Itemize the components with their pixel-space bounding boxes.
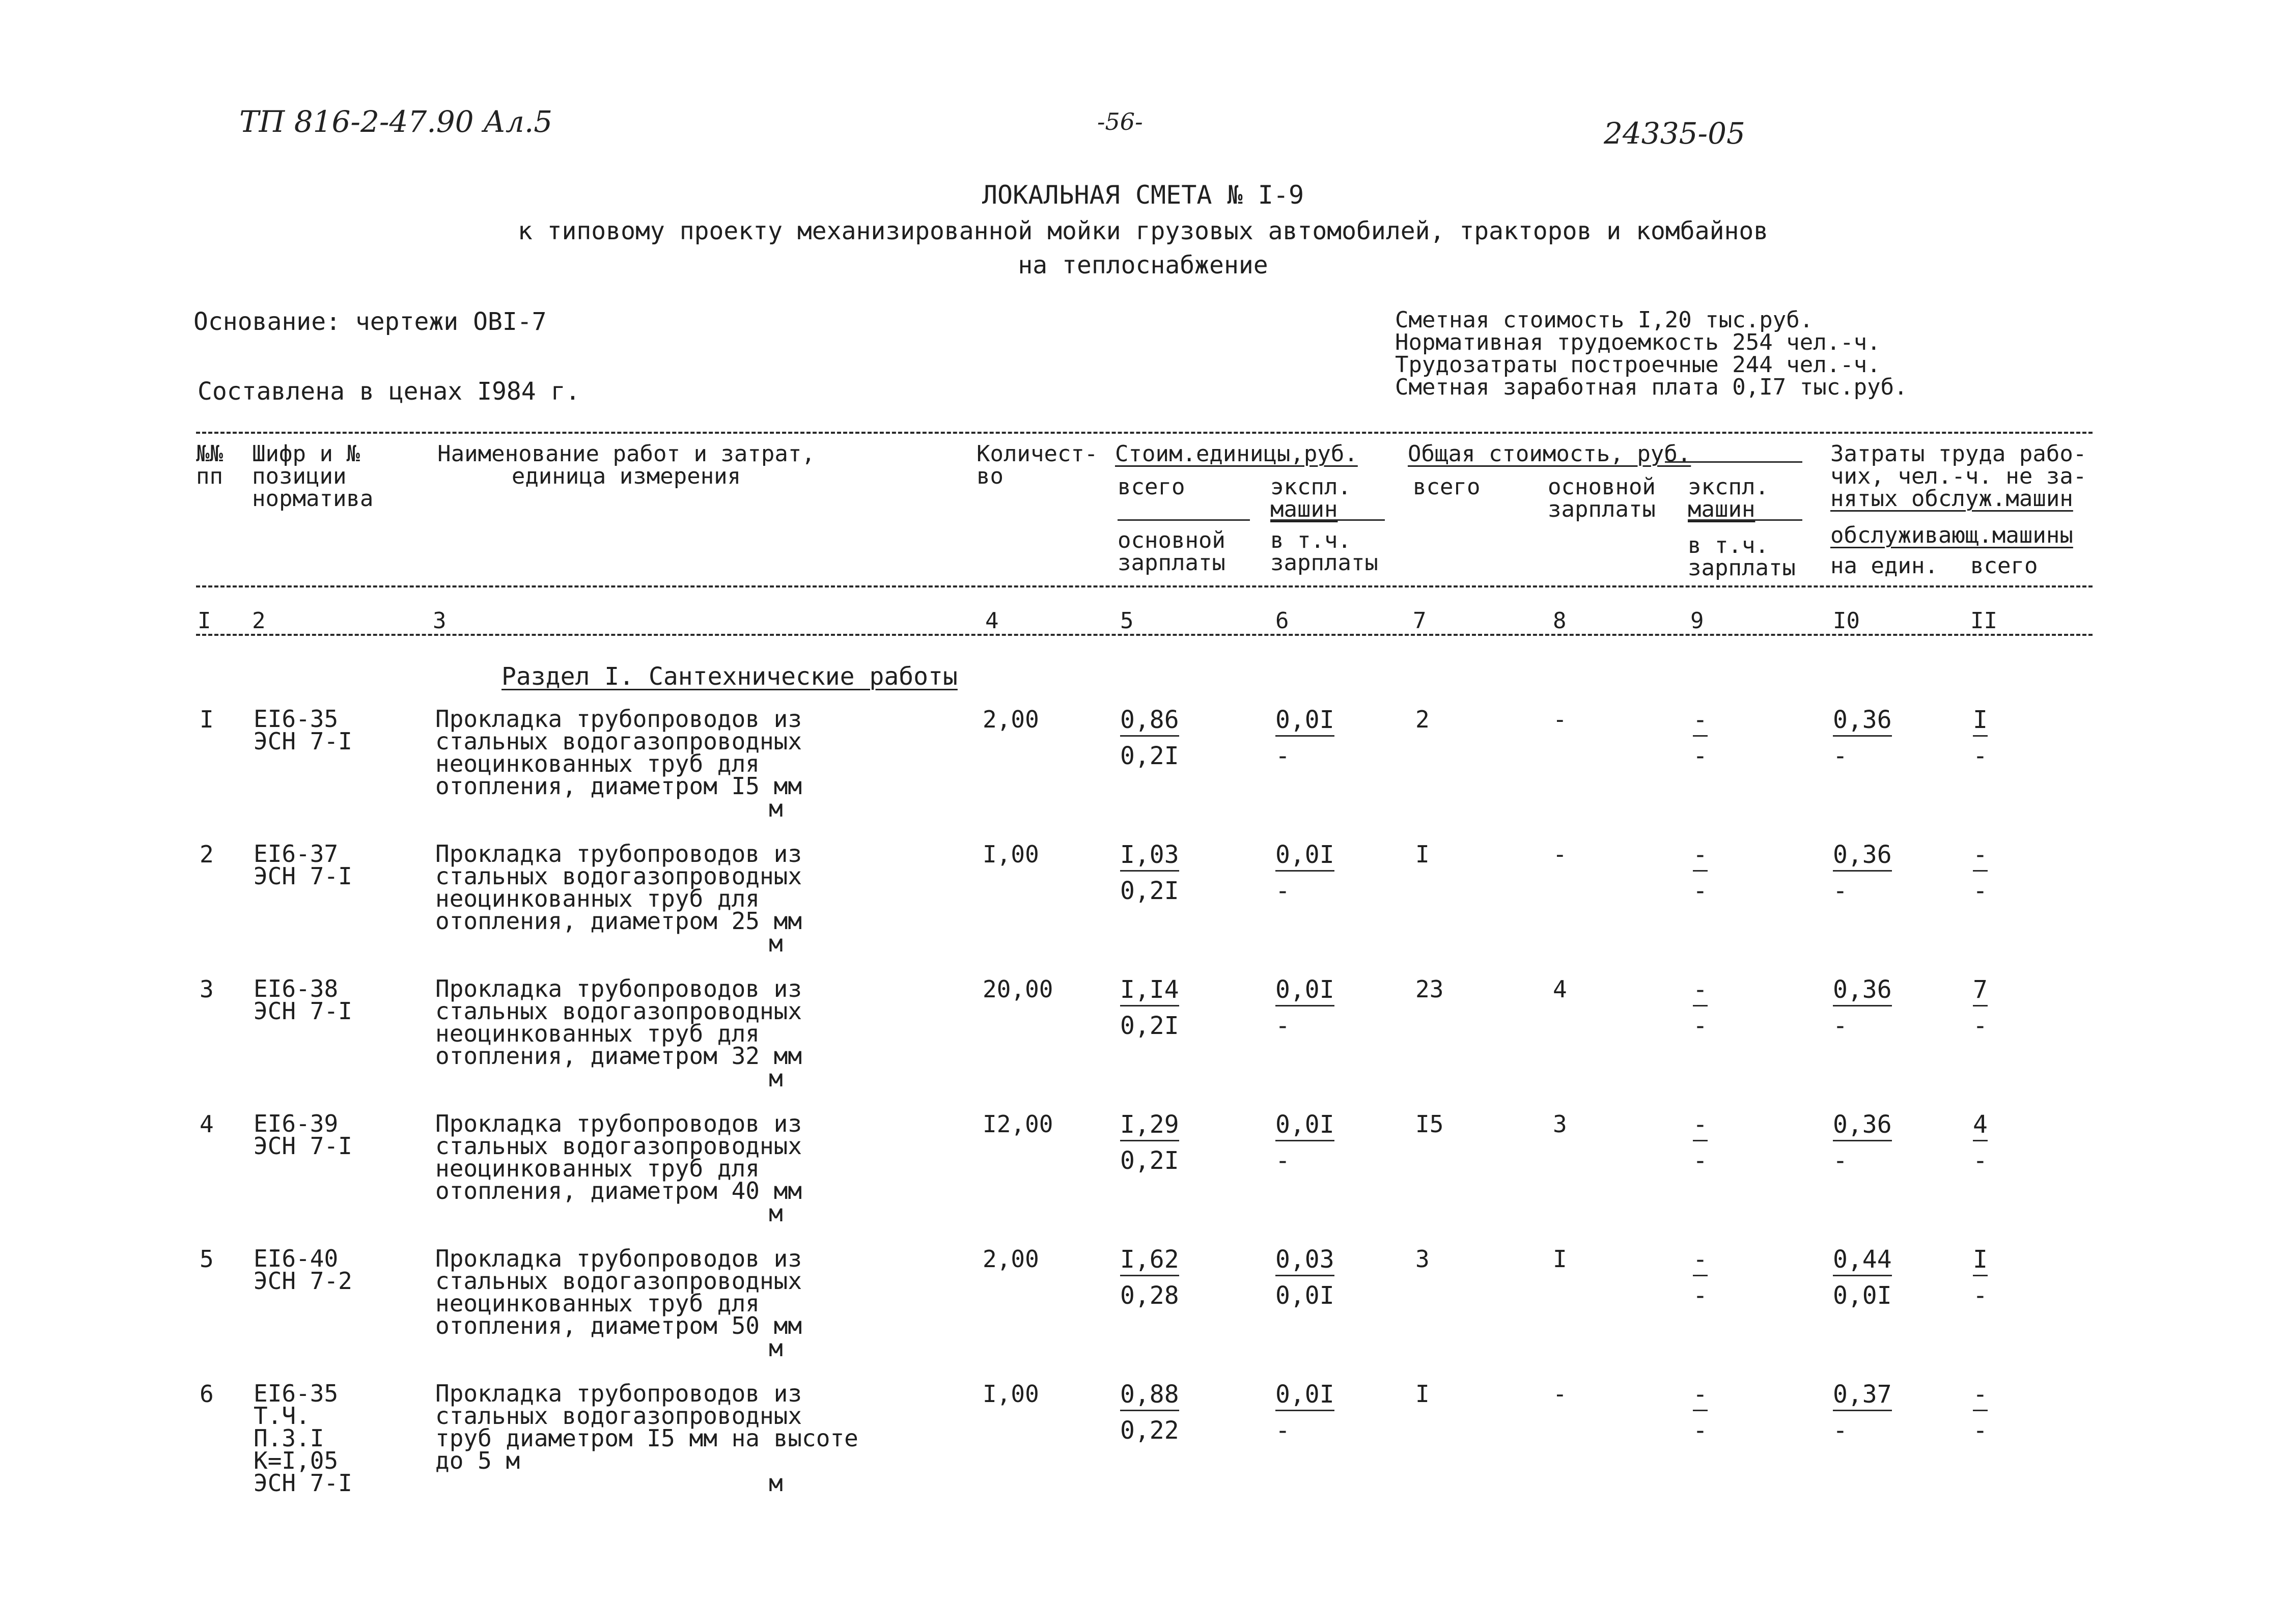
row-number: 4 xyxy=(200,1110,214,1138)
unit-cost-total-top: I,29 xyxy=(1120,1112,1179,1141)
work-name-line: неоцинкованных труб для xyxy=(435,1155,760,1182)
col5-top-header: всего xyxy=(1118,474,1185,500)
work-name-line: Прокладка трубопроводов из xyxy=(435,975,802,1002)
total-machines-bottom: - xyxy=(1693,1146,1708,1175)
labor-per-unit-bottom: - xyxy=(1833,1146,1848,1175)
position-code-line: ЭСН 7-I xyxy=(254,727,352,755)
labor-total-bottom: - xyxy=(1973,1416,1988,1445)
work-name-line: стальных водогазопроводных xyxy=(435,1267,802,1295)
col5-divider xyxy=(1118,519,1250,521)
work-name-line: неоцинкованных труб для xyxy=(435,1290,760,1317)
labor-total-bottom: - xyxy=(1973,1012,1988,1040)
work-name-line: отопления, диаметром I5 мм xyxy=(435,772,802,800)
labor-construction: Трудозатраты построечные 244 чел.-ч. xyxy=(1395,352,1881,378)
colnum-10: I0 xyxy=(1833,608,1860,634)
total-cost: 2 xyxy=(1415,706,1430,733)
unit-cost-machines-top: 0,03 xyxy=(1275,1247,1334,1276)
row-number: 2 xyxy=(200,841,214,868)
total-machines-bottom: - xyxy=(1693,1012,1708,1040)
unit-cost-machines-top: 0,0I xyxy=(1275,977,1334,1006)
total-wages: 4 xyxy=(1553,975,1567,1003)
labor-per-unit-top: 0,36 xyxy=(1833,843,1892,872)
total-machines xyxy=(1693,977,1708,1038)
total-cost: 3 xyxy=(1415,1245,1430,1273)
col5-bottom-header: основной зарплаты xyxy=(1118,527,1225,576)
estimate-subtitle: к типовому проекту механизированной мойки грузовых автомобилей, тракторов и комбайнов xyxy=(517,217,1769,245)
colnum-2: 2 xyxy=(252,608,266,634)
archive-number: 24335-05 xyxy=(1604,116,1745,151)
col10-header: на един. xyxy=(1830,553,1938,579)
work-name-line: стальных водогазопроводных xyxy=(435,1402,802,1430)
position-code-line: ЭСН 7-I xyxy=(254,862,352,890)
unit-cost-machines-bottom: - xyxy=(1275,742,1290,770)
work-name xyxy=(435,1110,802,1227)
colnum-11: II xyxy=(1970,608,1997,634)
position-code-line: EI6-40 xyxy=(254,1245,339,1272)
col9-top-header: экспл. машин xyxy=(1688,474,1769,522)
work-name-line: стальных водогазопроводных xyxy=(435,1132,802,1160)
labor-total xyxy=(1973,1382,1988,1443)
unit-cost-total xyxy=(1120,1112,1179,1173)
work-name-line: труб диаметром I5 мм на высоте xyxy=(435,1424,858,1452)
labor-total-top: I xyxy=(1973,1247,1988,1276)
total-wages: - xyxy=(1553,1380,1567,1408)
position-code-line: ЭСН 7-I xyxy=(254,1132,352,1160)
position-code xyxy=(254,705,352,755)
labor-total xyxy=(1973,843,1988,903)
position-code-line: ЭСН 7-2 xyxy=(254,1267,352,1295)
unit-cost-total xyxy=(1120,1382,1179,1443)
work-name-line: неоцинкованных труб для xyxy=(435,750,760,777)
labor-per-unit-top: 0,36 xyxy=(1833,1112,1892,1141)
labor-sub-header: обслуживающ.машины xyxy=(1830,522,2073,548)
labor-total xyxy=(1973,1247,1988,1308)
work-name-line: Прокладка трубопроводов из xyxy=(435,705,802,733)
colnum-rule xyxy=(196,634,2093,636)
col9-divider xyxy=(1688,519,1802,521)
quantity: I2,00 xyxy=(983,1110,1053,1138)
unit-cost-total-bottom: 0,2I xyxy=(1120,1146,1179,1175)
unit-cost-machines-top: 0,0I xyxy=(1275,843,1334,872)
unit-cost-total-bottom: 0,22 xyxy=(1120,1416,1179,1445)
unit-of-measure: м xyxy=(769,930,783,957)
total-wages: I xyxy=(1553,1245,1567,1273)
work-name-line: Прокладка трубопроводов из xyxy=(435,1110,802,1137)
labor-per-unit-top: 0,36 xyxy=(1833,977,1892,1006)
col6-bottom-header: в т.ч. зарплаты xyxy=(1270,527,1378,576)
labor-per-unit-bottom: - xyxy=(1833,1416,1848,1445)
work-name xyxy=(435,1245,802,1362)
position-code xyxy=(254,840,352,890)
row-number: 5 xyxy=(200,1245,214,1273)
unit-cost-machines xyxy=(1275,1112,1334,1173)
total-machines-bottom: - xyxy=(1693,1281,1708,1310)
unit-of-measure: м xyxy=(769,795,783,822)
unit-cost-group: Стоим.единицы,руб. xyxy=(1115,441,1358,467)
total-machines xyxy=(1693,708,1708,768)
unit-cost-total-bottom: 0,2I xyxy=(1120,742,1179,770)
total-cost-group: Общая стоимость, руб. xyxy=(1408,441,1691,467)
total-machines-top: - xyxy=(1693,708,1708,737)
labor-group-header: Затраты труда рабо- чих, чел.-ч. не за- нятых обслуж.машин xyxy=(1830,441,2087,512)
unit-of-measure: м xyxy=(769,1065,783,1092)
total-machines-bottom: - xyxy=(1693,877,1708,905)
row-number: I xyxy=(200,706,214,733)
work-name xyxy=(435,1380,858,1497)
col4-header: Количест- во xyxy=(977,441,1098,489)
labor-per-unit xyxy=(1833,977,1892,1038)
position-code-line: EI6-39 xyxy=(254,1110,339,1137)
basis-text: Основание: чертежи ОВI-7 xyxy=(193,307,547,336)
labor-total-bottom: - xyxy=(1973,1281,1988,1310)
position-code xyxy=(254,1110,352,1160)
colnum-3: 3 xyxy=(433,608,447,634)
labor-total-top: - xyxy=(1973,1382,1988,1411)
labor-per-unit-bottom: - xyxy=(1833,742,1848,770)
unit-cost-machines xyxy=(1275,843,1334,903)
unit-cost-machines-top: 0,0I xyxy=(1275,1112,1334,1141)
total-machines-top: - xyxy=(1693,1382,1708,1411)
colnum-1: I xyxy=(198,608,211,634)
position-code-line: EI6-35 xyxy=(254,1380,339,1407)
labor-per-unit xyxy=(1833,1112,1892,1173)
section-title: Раздел I. Сантехнические работы xyxy=(501,662,958,691)
colnum-8: 8 xyxy=(1553,608,1567,634)
labor-per-unit xyxy=(1833,1247,1892,1308)
unit-of-measure: м xyxy=(769,1199,783,1227)
unit-cost-total-top: 0,88 xyxy=(1120,1382,1179,1411)
unit-cost-total-bottom: 0,2I xyxy=(1120,1012,1179,1040)
quantity: 2,00 xyxy=(983,1245,1039,1273)
unit-cost-machines-bottom: - xyxy=(1275,1416,1290,1445)
col6-divider xyxy=(1270,519,1385,521)
labor-total-top: - xyxy=(1973,843,1988,872)
work-name xyxy=(435,840,802,957)
estimate-title: ЛОКАЛЬНАЯ СМЕТА № I-9 xyxy=(982,180,1304,210)
total-machines xyxy=(1693,843,1708,903)
row-number: 3 xyxy=(200,975,214,1003)
labor-total xyxy=(1973,977,1988,1038)
work-name-line: отопления, диаметром 32 мм xyxy=(435,1042,802,1070)
labor-per-unit-bottom: 0,0I xyxy=(1833,1281,1892,1310)
labor-total-top: 4 xyxy=(1973,1112,1988,1141)
col8-header: основной зарплаты xyxy=(1548,474,1656,522)
unit-cost-total-top: 0,86 xyxy=(1120,708,1179,737)
position-code-line: EI6-37 xyxy=(254,840,339,867)
header-top-rule xyxy=(196,432,2093,434)
work-name-line: стальных водогазопроводных xyxy=(435,727,802,755)
position-code-line: ЭСН 7-I xyxy=(254,997,352,1025)
labor-per-unit xyxy=(1833,708,1892,768)
col1-header: №№ пп xyxy=(196,441,223,489)
total-machines-top: - xyxy=(1693,843,1708,872)
quantity: I,00 xyxy=(983,841,1039,868)
colnum-7: 7 xyxy=(1413,608,1427,634)
position-code xyxy=(254,1380,352,1497)
unit-cost-total-top: I,I4 xyxy=(1120,977,1179,1006)
total-wages: - xyxy=(1553,841,1567,868)
total-cost: I5 xyxy=(1415,1110,1444,1138)
col2-header: Шифр и № позиции норматива xyxy=(252,441,374,512)
labor-total xyxy=(1973,708,1988,768)
unit-cost-machines xyxy=(1275,1382,1334,1443)
unit-cost-total-top: I,03 xyxy=(1120,843,1179,872)
unit-cost-total xyxy=(1120,977,1179,1038)
col9-bottom-header: в т.ч. зарплаты xyxy=(1688,533,1796,581)
work-name-line: Прокладка трубопроводов из xyxy=(435,1380,802,1407)
work-name-line: Прокладка трубопроводов из xyxy=(435,840,802,867)
colnum-4: 4 xyxy=(985,608,999,634)
unit-cost-machines xyxy=(1275,977,1334,1038)
labor-total-bottom: - xyxy=(1973,877,1988,905)
labor-total-bottom: - xyxy=(1973,1146,1988,1175)
page-number: -56- xyxy=(1097,108,1143,135)
position-code-line: П.3.I xyxy=(254,1424,324,1452)
labor-total-top: 7 xyxy=(1973,977,1988,1006)
labor-intensity: Нормативная трудоемкость 254 чел.-ч. xyxy=(1395,329,1881,355)
work-name-line: до 5 м xyxy=(435,1447,520,1474)
labor-total xyxy=(1973,1112,1988,1173)
position-code xyxy=(254,1245,352,1295)
work-name-line: стальных водогазопроводных xyxy=(435,862,802,890)
estimated-cost: Сметная стоимость I,20 тыс.руб. xyxy=(1395,307,1814,333)
labor-per-unit-top: 0,37 xyxy=(1833,1382,1892,1411)
work-name xyxy=(435,705,802,822)
unit-cost-total xyxy=(1120,843,1179,903)
position-code-line: К=I,05 xyxy=(254,1447,339,1474)
unit-cost-total xyxy=(1120,708,1179,768)
labor-per-unit-top: 0,36 xyxy=(1833,708,1892,737)
work-name-line: отопления, диаметром 25 мм xyxy=(435,907,802,935)
position-code xyxy=(254,975,352,1025)
cost-summary xyxy=(1395,309,1908,399)
total-machines-top: - xyxy=(1693,1112,1708,1141)
labor-per-unit xyxy=(1833,1382,1892,1443)
work-name xyxy=(435,975,802,1092)
unit-cost-machines-top: 0,0I xyxy=(1275,1382,1334,1411)
header-bottom-rule xyxy=(196,585,2093,587)
total-cost: I xyxy=(1415,1380,1430,1408)
unit-cost-machines-top: 0,0I xyxy=(1275,708,1334,737)
work-name-line: стальных водогазопроводных xyxy=(435,997,802,1025)
quantity: 2,00 xyxy=(983,706,1039,733)
total-machines-bottom: - xyxy=(1693,1416,1708,1445)
position-code-line: EI6-38 xyxy=(254,975,339,1002)
colnum-5: 5 xyxy=(1120,608,1134,634)
col3-header: Наименование работ и затрат, единица измерения xyxy=(437,441,815,489)
work-name-line: отопления, диаметром 50 мм xyxy=(435,1312,802,1339)
unit-cost-machines-bottom: 0,0I xyxy=(1275,1281,1334,1310)
unit-cost-total-top: I,62 xyxy=(1120,1247,1179,1276)
unit-of-measure: м xyxy=(769,1334,783,1362)
unit-cost-machines-bottom: - xyxy=(1275,1146,1290,1175)
total-cost-group-rule xyxy=(1665,461,1802,463)
unit-cost-total-bottom: 0,2I xyxy=(1120,877,1179,905)
unit-cost-machines-bottom: - xyxy=(1275,877,1290,905)
total-machines xyxy=(1693,1382,1708,1443)
labor-total-bottom: - xyxy=(1973,742,1988,770)
total-machines xyxy=(1693,1112,1708,1173)
labor-per-unit-bottom: - xyxy=(1833,1012,1848,1040)
total-cost: I xyxy=(1415,841,1430,868)
total-machines xyxy=(1693,1247,1708,1308)
unit-cost-machines xyxy=(1275,1247,1334,1308)
labor-total-top: I xyxy=(1973,708,1988,737)
col7-header: всего xyxy=(1413,474,1481,500)
total-machines-bottom: - xyxy=(1693,742,1708,770)
prices-text: Составлена в ценах I984 г. xyxy=(198,377,580,406)
total-wages: - xyxy=(1553,706,1567,733)
total-wages: 3 xyxy=(1553,1110,1567,1138)
colnum-6: 6 xyxy=(1275,608,1289,634)
work-name-line: отопления, диаметром 40 мм xyxy=(435,1177,802,1205)
col6-top-header: экспл. машин xyxy=(1270,474,1351,522)
quantity: I,00 xyxy=(983,1380,1039,1408)
col11-header: всего xyxy=(1970,553,2038,579)
unit-cost-machines-bottom: - xyxy=(1275,1012,1290,1040)
doc-code: ТП 816-2-47.90 Ал.5 xyxy=(239,104,553,139)
total-machines-top: - xyxy=(1693,1247,1708,1276)
work-name-line: Прокладка трубопроводов из xyxy=(435,1245,802,1272)
estimate-subtitle-2: на теплоснабжение xyxy=(1018,251,1268,279)
total-machines-top: - xyxy=(1693,977,1708,1006)
total-cost: 23 xyxy=(1415,975,1444,1003)
position-code-line: Т.Ч. xyxy=(254,1402,310,1430)
work-name-line: неоцинкованных труб для xyxy=(435,1020,760,1047)
position-code-line: EI6-35 xyxy=(254,705,339,733)
unit-cost-total-bottom: 0,28 xyxy=(1120,1281,1179,1310)
labor-per-unit-bottom: - xyxy=(1833,877,1848,905)
labor-per-unit-top: 0,44 xyxy=(1833,1247,1892,1276)
wages-total: Сметная заработная плата 0,I7 тыс.руб. xyxy=(1395,374,1908,400)
position-code-line: ЭСН 7-I xyxy=(254,1469,352,1497)
labor-per-unit xyxy=(1833,843,1892,903)
row-number: 6 xyxy=(200,1380,214,1408)
work-name-line: неоцинкованных труб для xyxy=(435,885,760,912)
colnum-9: 9 xyxy=(1690,608,1704,634)
unit-cost-total xyxy=(1120,1247,1179,1308)
quantity: 20,00 xyxy=(983,975,1053,1003)
unit-of-measure: м xyxy=(769,1469,783,1497)
unit-cost-machines xyxy=(1275,708,1334,768)
